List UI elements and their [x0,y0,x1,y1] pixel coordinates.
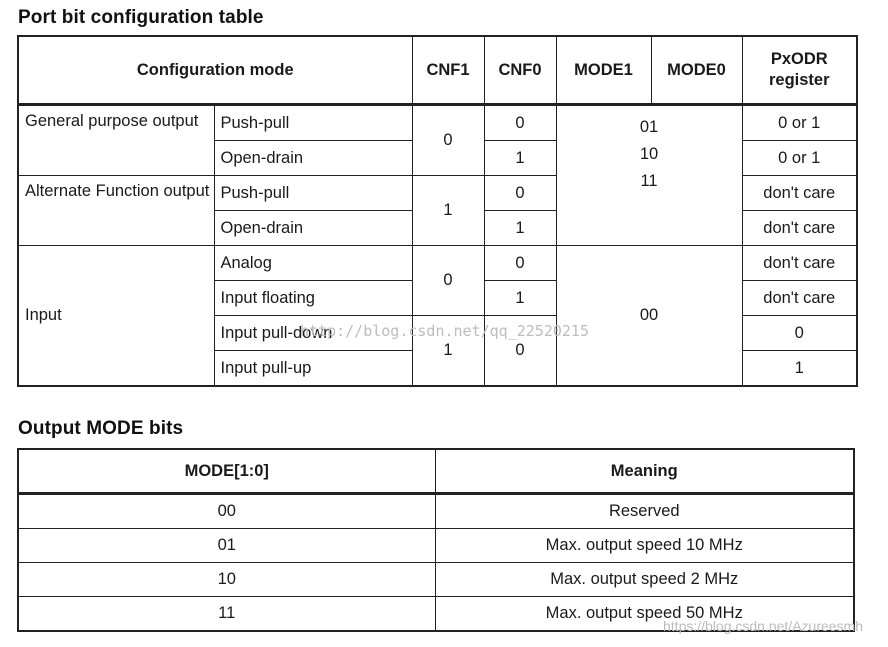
group-input: Input [18,246,214,387]
header-cnf1: CNF1 [412,36,484,105]
sub-mode-cell: Input floating [214,281,412,316]
mode-table-header-row [18,449,854,494]
sub-mode-cell: Input pull-up [214,351,412,387]
table-row [18,494,854,529]
cnf0-cell: 1 [484,211,556,246]
header-pxodr: PxODR register [742,36,857,105]
table-row [18,597,854,632]
pxodr-cell: 1 [742,351,857,387]
port-table-header-row [18,36,857,105]
pxodr-cell: don't care [742,281,857,316]
meaning-cell: Max. output speed 50 MHz [435,597,854,632]
sub-mode-cell: Push-pull [214,105,412,141]
sub-mode-cell: Open-drain [214,141,412,176]
pxodr-cell: 0 [742,316,857,351]
cnf0-cell: 0 [484,176,556,211]
header-mode1: MODE1 [556,36,651,105]
sub-mode-cell: Push-pull [214,176,412,211]
pxodr-cell: don't care [742,176,857,211]
meaning-cell: Reserved [435,494,854,529]
cnf0-cell: 0 [484,246,556,281]
sub-mode-cell: Analog [214,246,412,281]
output-mode-table [17,448,855,632]
header-cnf0: CNF0 [484,36,556,105]
output-mode-table-title: Output MODE bits [18,418,184,439]
header-mode-bits: MODE[1:0] [18,449,435,494]
table-row [18,105,857,141]
meaning-cell: Max. output speed 10 MHz [435,529,854,563]
header-meaning: Meaning [435,449,854,494]
mode-value: 10 [639,145,659,163]
cnf0-cell: 1 [484,281,556,316]
meaning-cell: Max. output speed 2 MHz [435,563,854,597]
mode-bits-cell: 10 [18,563,435,597]
port-config-table-title: Port bit configuration table [18,7,264,28]
mode-bits-cell: 11 [18,597,435,632]
cnf1-cell: 0 [412,105,484,176]
pxodr-cell: 0 or 1 [742,141,857,176]
cnf1-cell: 1 [412,176,484,246]
pxodr-cell: don't care [742,246,857,281]
cnf0-cell: 0 [484,105,556,141]
port-config-table [17,35,858,387]
header-config-mode: Configuration mode [18,36,412,105]
pxodr-cell: 0 or 1 [742,105,857,141]
table-row [18,529,854,563]
cnf1-cell: 0 [412,246,484,316]
watermark-center: http://blog.csdn.net/qq_22520215 [300,322,589,340]
mode-output-cell [556,105,742,246]
mode-input-cell: 00 [556,246,742,387]
mode-bits-cell: 00 [18,494,435,529]
table-row [18,246,857,281]
cnf1-cell: 1 [412,316,484,387]
cnf0-cell: 1 [484,141,556,176]
header-mode0: MODE0 [651,36,742,105]
watermark-corner: https://blog.csdn.net/Azureesmh [663,618,863,634]
group-af-output: Alternate Function output [18,176,214,246]
table-row [18,563,854,597]
pxodr-cell: don't care [742,211,857,246]
sub-mode-cell: Open-drain [214,211,412,246]
mode-value: 11 [640,172,658,190]
group-gp-output: General purpose output [18,105,214,176]
mode-value: 01 [639,118,659,136]
mode-bits-cell: 01 [18,529,435,563]
sub-mode-cell: Input pull-down [214,316,412,351]
cnf0-cell: 0 [484,316,556,387]
